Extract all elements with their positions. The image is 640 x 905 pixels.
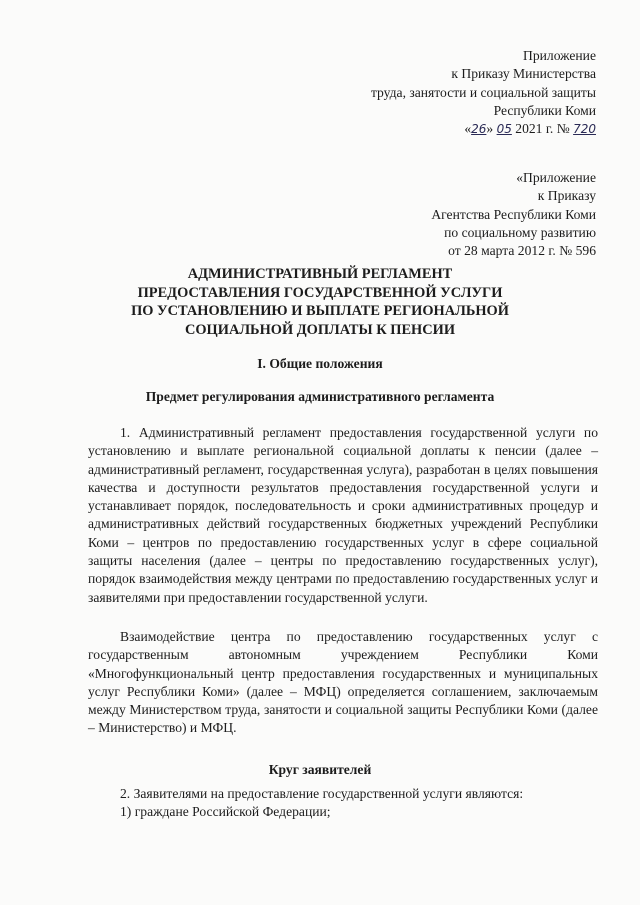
original-line: к Приказу <box>537 188 596 204</box>
title-line: ПО УСТАНОВЛЕНИЮ И ВЫПЛАТЕ РЕГИОНАЛЬНОЙ <box>131 303 509 320</box>
approval-line: Республики Коми <box>493 102 596 118</box>
section-heading-general: I. Общие положения <box>257 356 383 371</box>
approval-header <box>371 47 596 138</box>
approval-date-line <box>371 120 596 138</box>
original-line: Агентства Республики Коми <box>431 206 596 222</box>
document-title <box>0 265 640 339</box>
original-line: по социальному развитию <box>444 224 596 240</box>
title-line: ПРЕДОСТАВЛЕНИЯ ГОСУДАРСТВЕННОЙ УСЛУГИ <box>137 284 503 301</box>
title-line: СОЦИАЛЬНОЙ ДОПЛАТЫ К ПЕНСИИ <box>184 321 456 338</box>
original-line: от 28 марта 2012 г. № 596 <box>448 243 596 259</box>
original-line: «Приложение <box>516 170 596 185</box>
subheading-applicants: Круг заявителей <box>268 762 372 777</box>
approval-line: труда, занятости и социальной защиты <box>370 84 596 100</box>
paragraph-1: 1. Административный регламент предоставления государственной услуги по установлению и выплате региональной социальной доплаты к пенсии (далее – административный регламент, государственная услуга), разработан в целях повышения качества и доступности результатов предоставления государственной услуги и устанавливает порядок, последовательность и сроки административных процедур и административных действий государственных бюджетных учреждений Республики Коми – центров по предоставлению государственных услуг в сфере социальной защиты населения (далее – центры по предоставлению государственных услуг), порядок взаимодействия между центрами по предоставлению государственных услуг и заявителями при предоставлении государственной услуги. <box>88 425 598 605</box>
year-text: 2021 г. № <box>515 121 570 137</box>
title-line: АДМИНИСТРАТИВНЫЙ РЕГЛАМЕНТ <box>187 266 453 282</box>
handwritten-month: 05 <box>496 122 512 137</box>
handwritten-day: 26 <box>471 122 487 137</box>
paragraph-2: Взаимодействие центра по предоставлению государственных услуг с государственным автономным учреждением Республики Коми «Многофункциональный центр предоставления государственных и муниципальных услуг Республики Коми» (далее – МФЦ) определяется соглашением, заключаемым между Министерством труда, занятости и социальной защиты Республики Коми (далее – Министерство) и МФЦ. <box>88 629 598 736</box>
date-quote-open: « <box>464 121 472 137</box>
approval-line: Приложение <box>523 48 596 63</box>
date-quote-close: » <box>486 121 494 137</box>
subheading-subject: Предмет регулирования административного регламента <box>145 389 495 404</box>
original-appendix-header <box>431 169 596 260</box>
applicants-line: 2. Заявителями на предоставление государственной услуги являются: <box>120 786 524 801</box>
approval-line: к Приказу Министерства <box>451 66 596 82</box>
citizens-line: 1) граждане Российской Федерации; <box>120 804 331 819</box>
handwritten-number: 720 <box>573 122 596 137</box>
